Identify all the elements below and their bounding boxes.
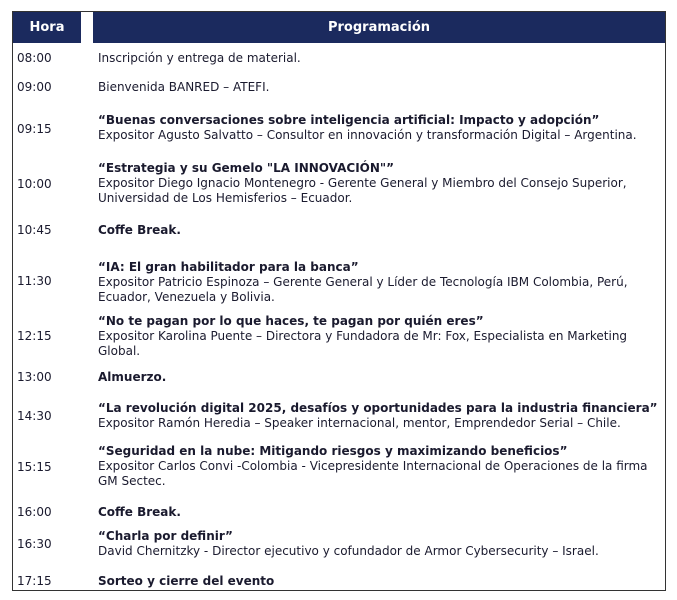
talk-title: “Seguridad en la nube: Mitigando riesgos y maximizando beneficios” bbox=[98, 444, 568, 458]
row-content bbox=[98, 161, 658, 206]
row-time: 12:15 bbox=[17, 329, 52, 343]
row-text: Coffe Break. bbox=[98, 223, 181, 237]
row-time: 10:45 bbox=[17, 223, 52, 237]
speaker-text: David Chernitzky - Director ejecutivo y cofundador de Armor Cybersecurity – Israel. bbox=[98, 544, 599, 558]
row-time: 13:00 bbox=[17, 370, 52, 384]
row-text: Coffe Break. bbox=[98, 505, 181, 519]
talk-title: “La revolución digital 2025, desafíos y oportunidades para la industria financiera” bbox=[98, 401, 658, 415]
speaker-text: Expositor Karolina Puente – Directora y Fundadora de Mr: Fox, Especialista en Marketing Global. bbox=[98, 329, 628, 358]
schedule-table bbox=[12, 11, 666, 591]
talk-title: “IA: El gran habilitador para la banca” bbox=[98, 260, 359, 274]
row-time: 11:30 bbox=[17, 274, 52, 288]
header-programacion: Programación bbox=[93, 12, 665, 43]
talk-title: “No te pagan por lo que haces, te pagan por quién eres” bbox=[98, 314, 484, 328]
row-time: 17:15 bbox=[17, 574, 52, 588]
speaker-text: Expositor Agusto Salvatto – Consultor en innovación y transformación Digital – Argentina. bbox=[98, 128, 637, 142]
talk-title: “Buenas conversaciones sobre inteligencia artificial: Impacto y adopción” bbox=[98, 113, 600, 127]
talk-title: “Charla por definir” bbox=[98, 529, 233, 543]
row-time: 08:00 bbox=[17, 51, 52, 65]
header-hora: Hora bbox=[13, 12, 81, 43]
row-content bbox=[98, 529, 658, 559]
row-content bbox=[98, 113, 658, 143]
row-text: Bienvenida BANRED – ATEFI. bbox=[98, 80, 270, 94]
speaker-text: Expositor Patricio Espinoza – Gerente General y Líder de Tecnología IBM Colombia, Perú, Ecuador, Venezuela y Bolivia. bbox=[98, 275, 628, 304]
header-gap bbox=[81, 12, 93, 43]
row-content bbox=[98, 260, 658, 305]
row-content bbox=[98, 401, 658, 431]
row-text: Sorteo y cierre del evento bbox=[98, 574, 275, 588]
speaker-text: Expositor Ramón Heredia – Speaker internacional, mentor, Emprendedor Serial – Chile. bbox=[98, 416, 621, 430]
row-time: 16:30 bbox=[17, 537, 52, 551]
row-content bbox=[98, 314, 658, 359]
speaker-text: Expositor Carlos Convi -Colombia - Vicepresidente Internacional de Operaciones de la firma GM Sectec. bbox=[98, 459, 648, 488]
speaker-text: Expositor Diego Ignacio Montenegro - Gerente General y Miembro del Consejo Superior, Universidad de Los Hemisferios – Ecuador. bbox=[98, 176, 627, 205]
row-time: 09:15 bbox=[17, 122, 52, 136]
row-content bbox=[98, 444, 658, 489]
row-time: 10:00 bbox=[17, 177, 52, 191]
talk-title: “Estrategia y su Gemelo "LA INNOVACIÓN"” bbox=[98, 161, 395, 175]
row-time: 16:00 bbox=[17, 505, 52, 519]
row-text: Almuerzo. bbox=[98, 370, 167, 384]
row-time: 09:00 bbox=[17, 80, 52, 94]
row-time: 14:30 bbox=[17, 409, 52, 423]
row-time: 15:15 bbox=[17, 460, 52, 474]
row-text: Inscripción y entrega de material. bbox=[98, 51, 301, 65]
